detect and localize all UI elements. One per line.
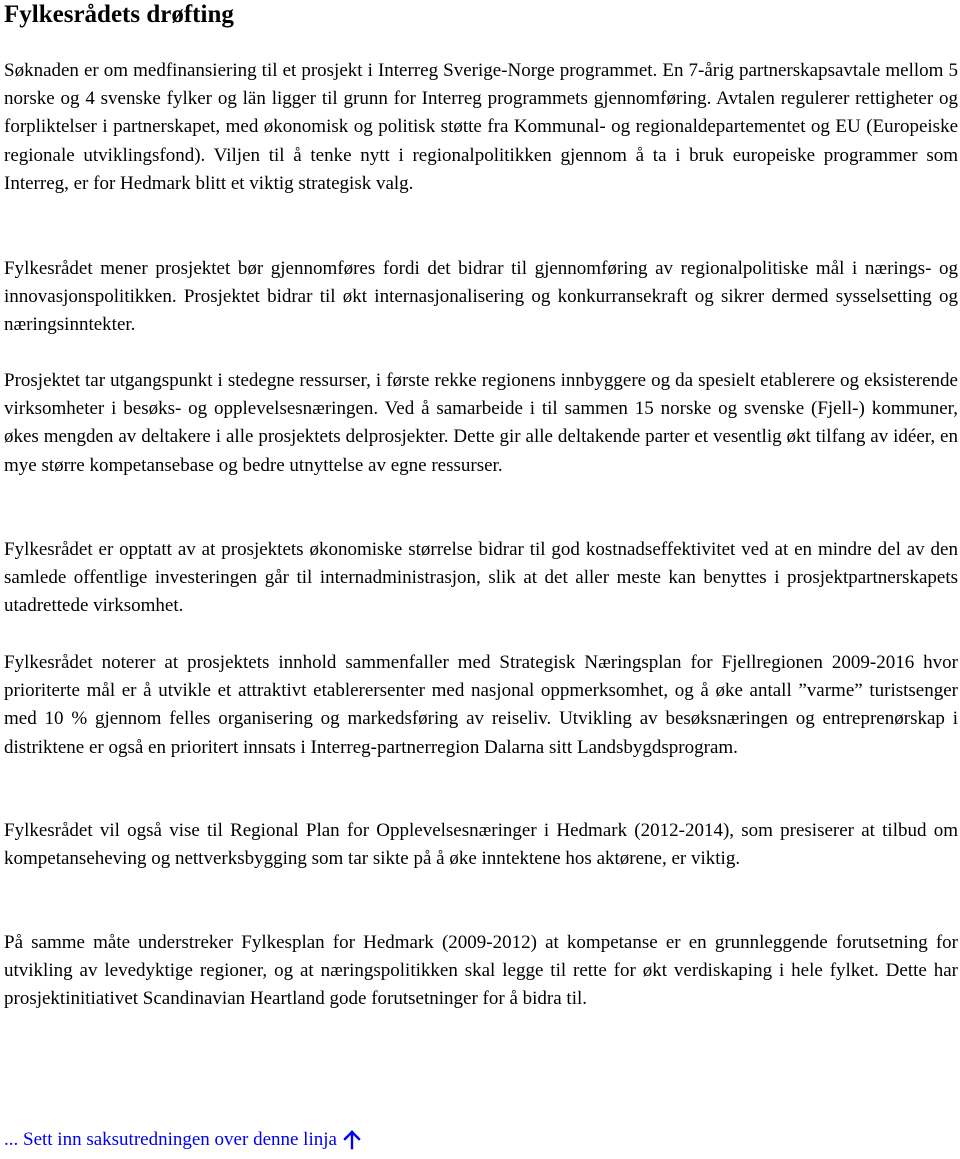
arrow-up-icon [343, 1130, 361, 1150]
document-page [4, 0, 958, 1150]
paragraph-4: Fylkesrådet er opptatt av at prosjektets økonomiske størrelse bidrar til god kostnadseffektivitet ved at en mindre del av den samlede offentlige investeringen går til internadministrasjon, slik at det aller meste kan benyttes i prosjektpartnerskapets utadrettede virksomhet. [4, 539, 958, 617]
paragraph-1: Søknaden er om medfinansiering til et prosjekt i Interreg Sverige-Norge programmet. En 7-årig partnerskapsavtale mellom 5 norske og 4 svenske fylker og län ligger til grunn for Interreg programmets gjennomføring. Avtalen regulerer rettigheter og forpliktelser i partnerskapet, med økonomisk og politisk støtte fra Kommunal- og regionaldepartementet og EU (Europeiske regionale utviklingsfond). Viljen til å tenke nytt i regionalpolitikken gjennom å ta i bruk europeiske programmer som Interreg, er for Hedmark blitt et viktig strategisk valg. [4, 60, 958, 194]
paragraph-5: Fylkesrådet noterer at prosjektets innhold sammenfaller med Strategisk Næringsplan for Fjellregionen 2009-2016 hvor prioriterte mål er å utvikle et attraktivt etablerersenter med nasjonal oppmerksomhet, og å øke antall ”varme” turistsenger med 10 % gjennom felles organisering og markedsføring av reiseliv. Utvikling av besøksnæringen og entreprenørskap i distriktene er også en prioritert innsats i Interreg-partnerregion Dalarna sitt Landsbygdsprogram. [4, 652, 958, 758]
paragraph-7: På samme måte understreker Fylkesplan for Hedmark (2009-2012) at kompetanse er en grunnleggende forutsetning for utvikling av levedyktige regioner, og at næringspolitikken skal legge til rette for økt verdiskaping i hele fylket. Dette har prosjektinitiativet Scandinavian Heartland gode forutsetninger for å bidra til. [4, 932, 958, 1010]
insert-case-report-link[interactable] [4, 1127, 361, 1153]
section-heading: Fylkesrådets drøfting [4, 1, 234, 28]
paragraph-2: Fylkesrådet mener prosjektet bør gjennomføres fordi det bidrar til gjennomføring av regionalpolitiske mål i nærings- og innovasjonspolitikken. Prosjektet bidrar til økt internasjonalisering og konkurransekraft og sikrer dermed sysselsetting og næringsinntekter. [4, 258, 958, 336]
paragraph-6: Fylkesrådet vil også vise til Regional Plan for Opplevelsesnæringer i Hedmark (2012-2014), som presiserer at tilbud om kompetanseheving og nettverksbygging som tar sikte på å øke inntektene hos aktørene, er viktig. [4, 820, 958, 870]
paragraph-3: Prosjektet tar utgangspunkt i stedegne ressurser, i første rekke regionens innbyggere og da spesielt etablerere og eksisterende virksomheter i besøks- og opplevelsesnæringen. Ved å samarbeide i til sammen 15 norske og svenske (Fjell-) kommuner, økes mengden av deltakere i alle prosjektets delprosjekter. Dette gir alle deltakende parter et vesentlig økt tilfang av idéer, en mye større kompetansebase og bedre utnyttelse av egne ressurser. [4, 370, 958, 476]
insert-case-report-link-label: ... Sett inn saksutredningen over denne linja [4, 1129, 337, 1150]
